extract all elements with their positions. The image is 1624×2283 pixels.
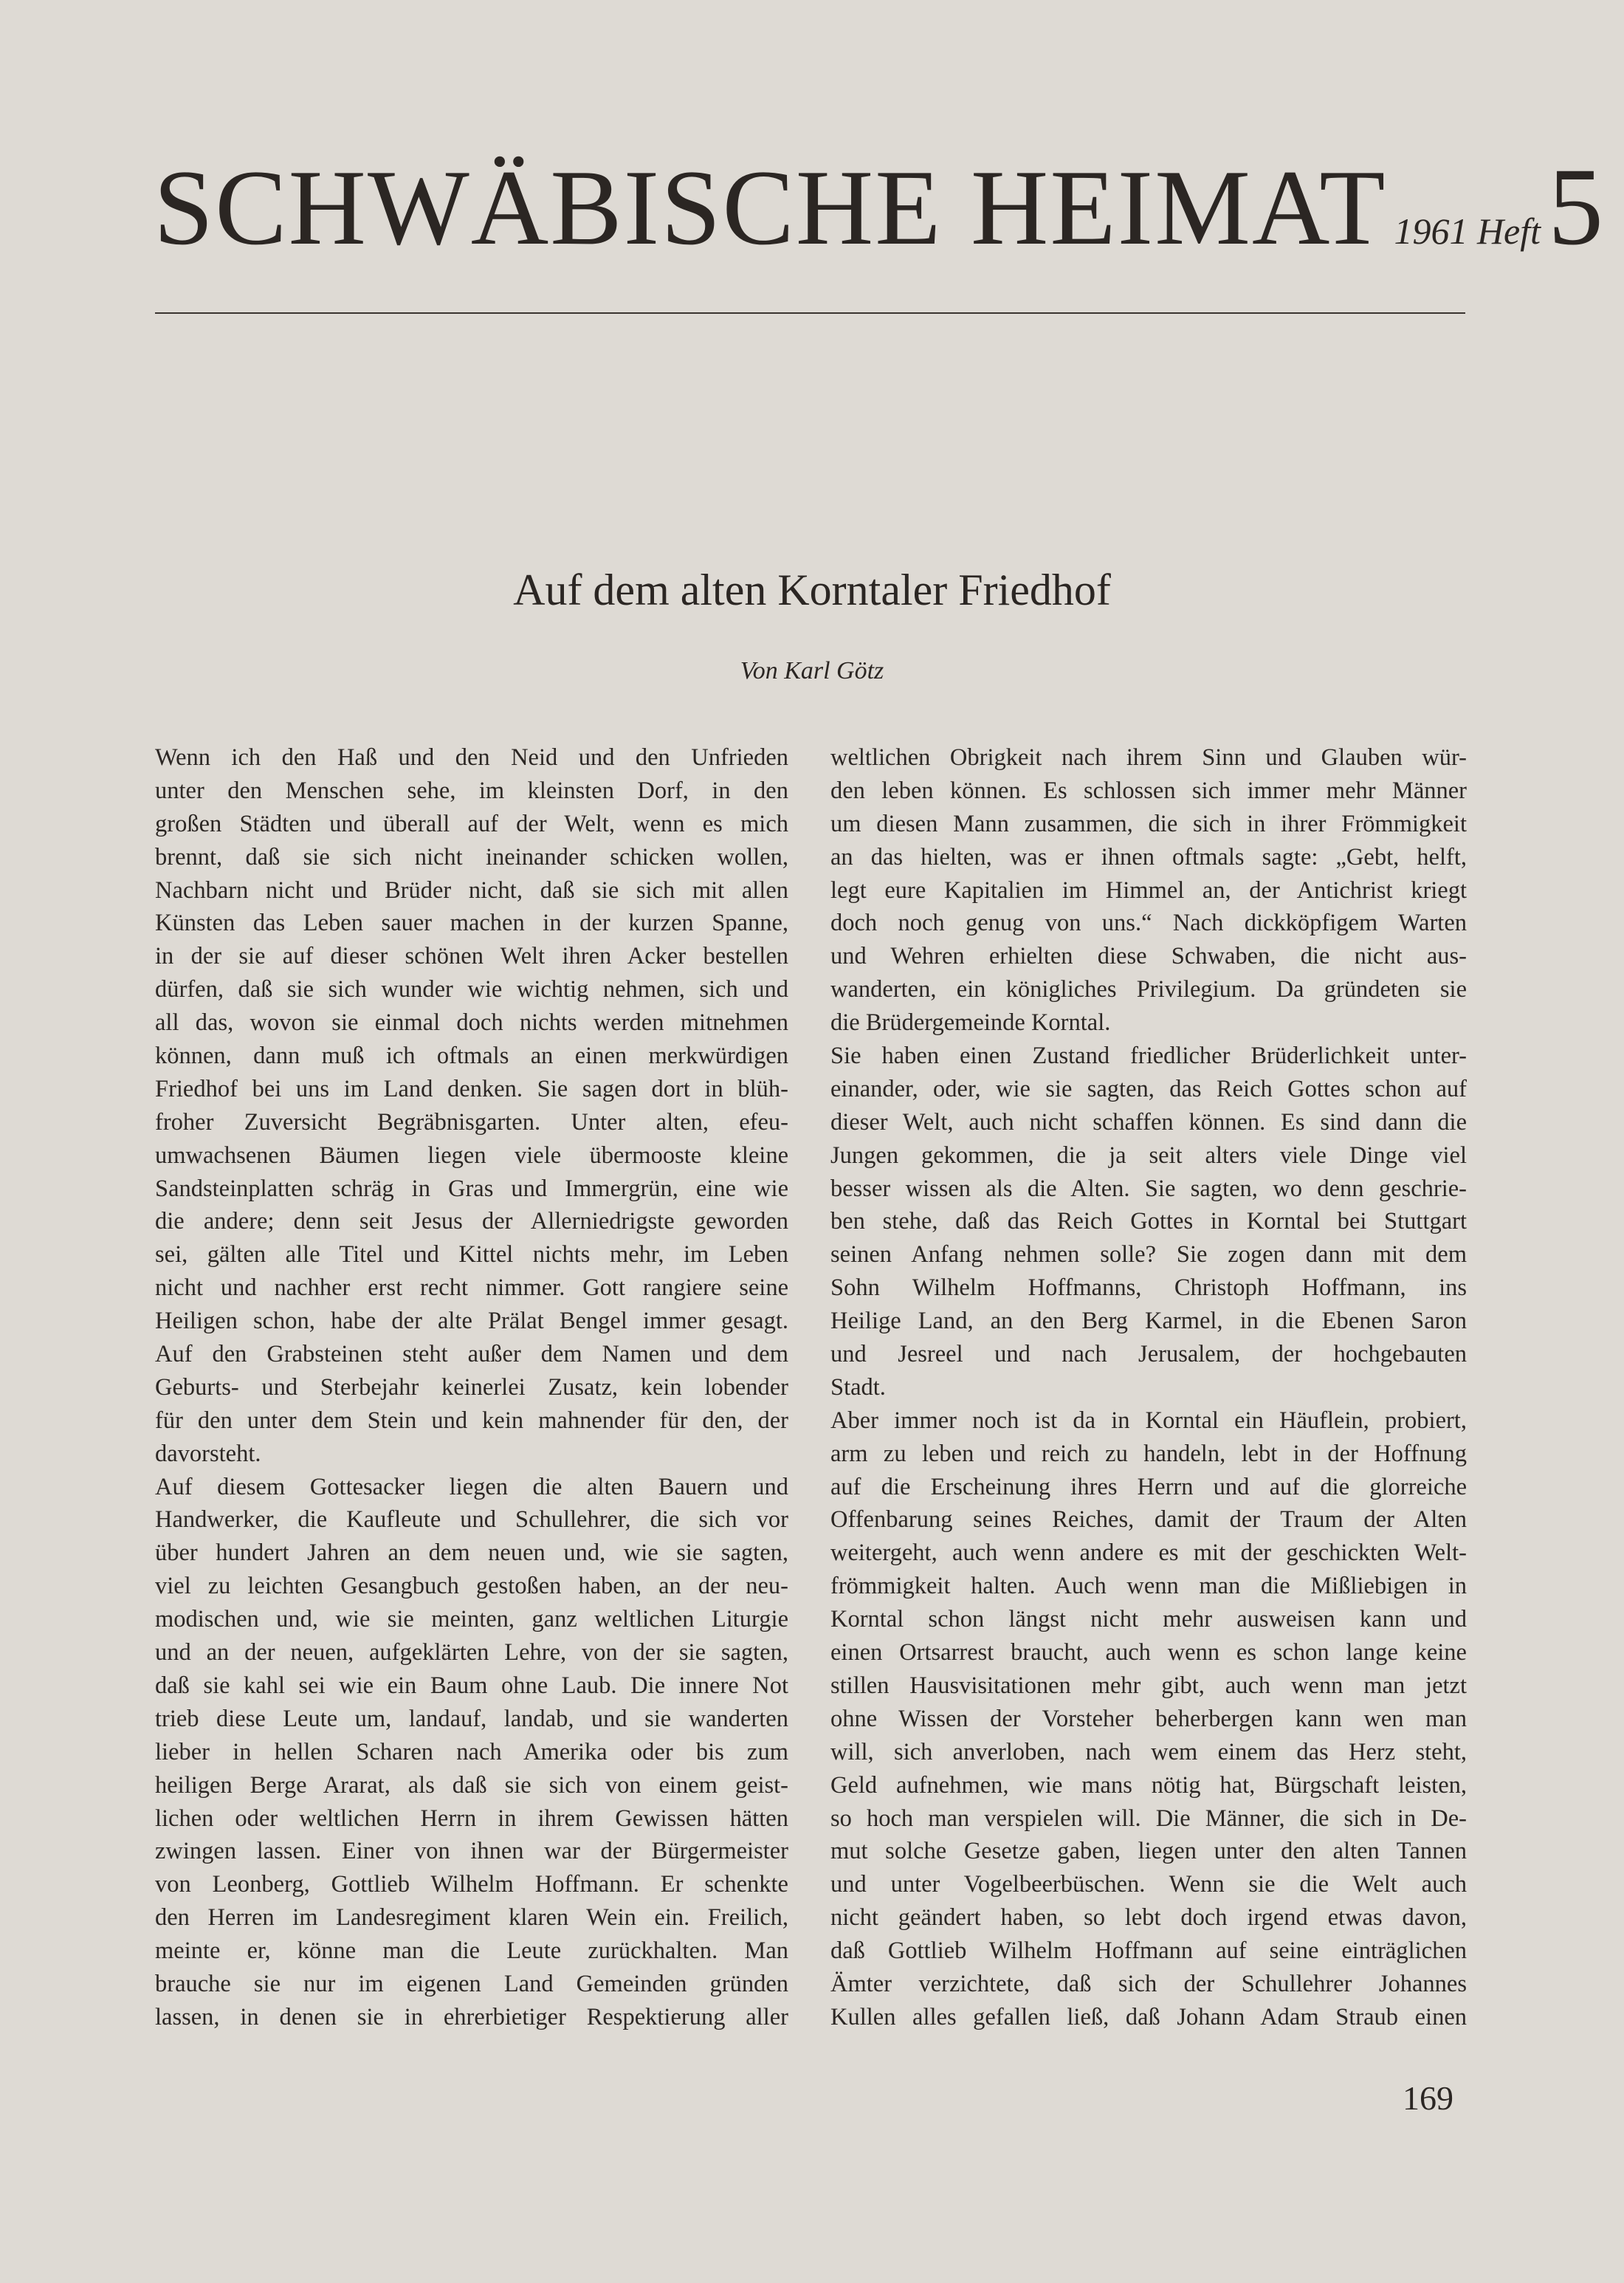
text-line: legt eure Kapitalien im Himmel an, der Antichrist kriegt [830,876,1467,904]
text-line: von Leonberg, Gottlieb Wilhelm Hoffmann. Er schenkte [155,1871,788,1898]
text-line: weltlichen Obrigkeit nach ihrem Sinn und Glauben wür- [830,744,1467,771]
text-line: Geburts- und Sterbejahr keinerlei Zusatz, kein lobender [155,1373,788,1401]
article-byline: Von Karl Götz [740,657,884,684]
text-line: all das, wovon sie einmal doch nichts werden mitnehmen [155,1009,788,1037]
article-title: Auf dem alten Korntaler Friedhof [513,566,1111,614]
text-line: doch noch genug von uns.“ Nach dickköpfigem Warten [830,910,1467,937]
text-line: mut solche Gesetze gaben, liegen unter den alten Tannen [830,1838,1467,1865]
text-line: können, dann muß ich oftmals an einen merkwürdigen [155,1043,788,1070]
text-line: lieber in hellen Scharen nach Amerika oder bis zum [155,1738,788,1765]
text-line: wanderten, ein königliches Privilegium. Da gründeten sie [830,976,1467,1003]
text-line: den leben können. Es schlossen sich immer mehr Männer [830,777,1467,804]
text-line: über hundert Jahren an dem neuen und, wie sie sagten, [155,1539,788,1567]
text-line: will, sich anverloben, nach wem einem das Herz steht, [830,1738,1467,1765]
text-line: umwachsenen Bäumen liegen viele übermooste kleine [155,1142,788,1169]
magazine-title: SCHWÄBISCHE HEIMAT [154,148,1387,267]
text-line: zwingen lassen. Einer von ihnen war der Bürgermeister [155,1838,788,1865]
masthead-divider [155,312,1465,314]
text-line: Korntal schon längst nicht mehr ausweisen kann und [830,1606,1467,1633]
text-line: brauche sie nur im eigenen Land Gemeinden gründen [155,1970,788,1997]
text-line: weitergeht, auch wenn andere es mit der geschickten Welt- [830,1539,1467,1567]
text-line: und Jesreel und nach Jerusalem, der hochgebauten [830,1341,1467,1368]
text-line: einen Ortsarrest braucht, auch wenn es schon lange keine [830,1639,1467,1666]
text-line: ben stehe, daß das Reich Gottes in Korntal bei Stuttgart [830,1208,1467,1235]
text-line: einander, oder, wie sie sagten, das Reich Gottes schon auf [830,1075,1467,1102]
text-line: Aber immer noch ist da in Korntal ein Häuflein, probiert, [830,1407,1467,1434]
text-line: Friedhof bei uns im Land denken. Sie sagen dort in blüh- [155,1075,788,1102]
text-line: um diesen Mann zusammen, die sich in ihrer Frömmigkeit [830,810,1467,837]
text-line: seinen Anfang nehmen solle? Sie zogen dann mit dem [830,1241,1467,1268]
text-line: die Brüdergemeinde Korntal. [830,1009,1111,1037]
text-line: Nachbarn nicht und Brüder nicht, daß sie sich mit allen [155,876,788,904]
text-line: Heiligen schon, habe der alte Prälat Bengel immer gesagt. [155,1308,788,1335]
text-line: großen Städten und überall auf der Welt, wenn es mich [155,810,788,837]
text-line: nicht geändert haben, so lebt doch irgend etwas davon, [830,1904,1467,1932]
text-line: meinte er, könne man die Leute zurückhalten. Man [155,1937,788,1965]
text-line: brennt, daß sie sich nicht ineinander schicken wollen, [155,843,788,871]
text-line: lassen, in denen sie in ehrerbietiger Respektierung aller [155,2003,788,2030]
text-line: Jungen gekommen, die ja seit alters viele Dinge viel [830,1142,1467,1169]
issue-year-label: 1961 Heft [1394,210,1541,252]
text-line: daß sie kahl sei wie ein Baum ohne Laub. Die innere Not [155,1672,788,1699]
text-line: Auf diesem Gottesacker liegen die alten Bauern und [155,1473,788,1500]
text-line: Geld aufnehmen, wie mans nötig hat, Bürgschaft leisten, [830,1771,1467,1799]
text-line: Wenn ich den Haß und den Neid und den Unfrieden [155,744,788,771]
text-line: dürfen, daß sie sich wunder wie wichtig nehmen, sich und [155,976,788,1003]
text-line: Sohn Wilhelm Hoffmanns, Christoph Hoffmann, ins [830,1274,1467,1302]
text-line: unter den Menschen sehe, im kleinsten Dorf, in den [155,777,788,804]
text-line: Sandsteinplatten schräg in Gras und Immergrün, eine wie [155,1175,788,1202]
text-line: in der sie auf dieser schönen Welt ihren Acker bestellen [155,943,788,970]
text-line: heiligen Berge Ararat, als daß sie sich von einem geist- [155,1771,788,1799]
text-line: Kullen alles gefallen ließ, daß Johann Adam Straub einen [830,2003,1467,2030]
text-line: so hoch man verspielen will. Die Männer, die sich in De- [830,1805,1467,1832]
text-line: auf die Erscheinung ihres Herrn und auf die glorreiche [830,1473,1467,1500]
text-line: lichen oder weltlichen Herrn in ihrem Gewissen hätten [155,1805,788,1832]
text-line: die andere; denn seit Jesus der Allerniedrigste geworden [155,1208,788,1235]
text-line: viel zu leichten Gesangbuch gestoßen haben, an der neu- [155,1573,788,1600]
text-line: Stadt. [830,1373,886,1401]
text-line: frömmigkeit halten. Auch wenn man die Mißliebigen in [830,1573,1467,1600]
text-line: und unter Vogelbeerbüschen. Wenn sie die Welt auch [830,1871,1467,1898]
text-line: für den unter dem Stein und kein mahnender für den, der [155,1407,788,1434]
text-line: daß Gottlieb Wilhelm Hoffmann auf seine einträglichen [830,1937,1467,1965]
left-text-column [155,741,788,2034]
text-line: froher Zuversicht Begräbnisgarten. Unter alten, efeu- [155,1108,788,1136]
text-line: modischen und, wie sie meinten, ganz weltlichen Liturgie [155,1606,788,1633]
right-text-column [830,741,1467,2034]
text-line: Handwerker, die Kaufleute und Schullehrer, die sich vor [155,1506,788,1534]
text-line: ohne Wissen der Vorsteher beherbergen kann wen man [830,1705,1467,1732]
text-line: stillen Hausvisitationen mehr gibt, auch wenn man jetzt [830,1672,1467,1699]
text-line: Sie haben einen Zustand friedlicher Brüderlichkeit unter- [830,1043,1467,1070]
text-line: davorsteht. [155,1440,261,1467]
masthead [154,145,1604,268]
text-line: arm zu leben und reich zu handeln, lebt in der Hoffnung [830,1440,1467,1467]
text-line: an das hielten, was er ihnen oftmals sagte: „Gebt, helft, [830,843,1467,871]
text-line: Heilige Land, an den Berg Karmel, in die Ebenen Saron [830,1308,1467,1335]
text-line: Ämter verzichtete, daß sich der Schullehrer Johannes [830,1970,1467,1997]
text-line: und Wehren erhielten diese Schwaben, die nicht aus- [830,943,1467,970]
text-line: Auf den Grabsteinen steht außer dem Namen und dem [155,1341,788,1368]
text-line: sei, gälten alle Titel und Kittel nichts mehr, im Leben [155,1241,788,1268]
text-line: nicht und nachher erst recht nimmer. Gott rangiere seine [155,1274,788,1302]
text-line: Künsten das Leben sauer machen in der kurzen Spanne, [155,910,788,937]
text-line: Offenbarung seines Reiches, damit der Traum der Alten [830,1506,1467,1534]
issue-number: 5 [1548,145,1604,268]
page-number: 169 [1403,2079,1453,2117]
text-line: den Herren im Landesregiment klaren Wein ein. Freilich, [155,1904,788,1932]
text-line: trieb diese Leute um, landauf, landab, und sie wanderten [155,1705,788,1732]
text-line: und an der neuen, aufgeklärten Lehre, von der sie sagten, [155,1639,788,1666]
text-line: besser wissen als die Alten. Sie sagten, wo denn geschrie- [830,1175,1467,1202]
text-line: dieser Welt, auch nicht schaffen können. Es sind dann die [830,1108,1467,1136]
